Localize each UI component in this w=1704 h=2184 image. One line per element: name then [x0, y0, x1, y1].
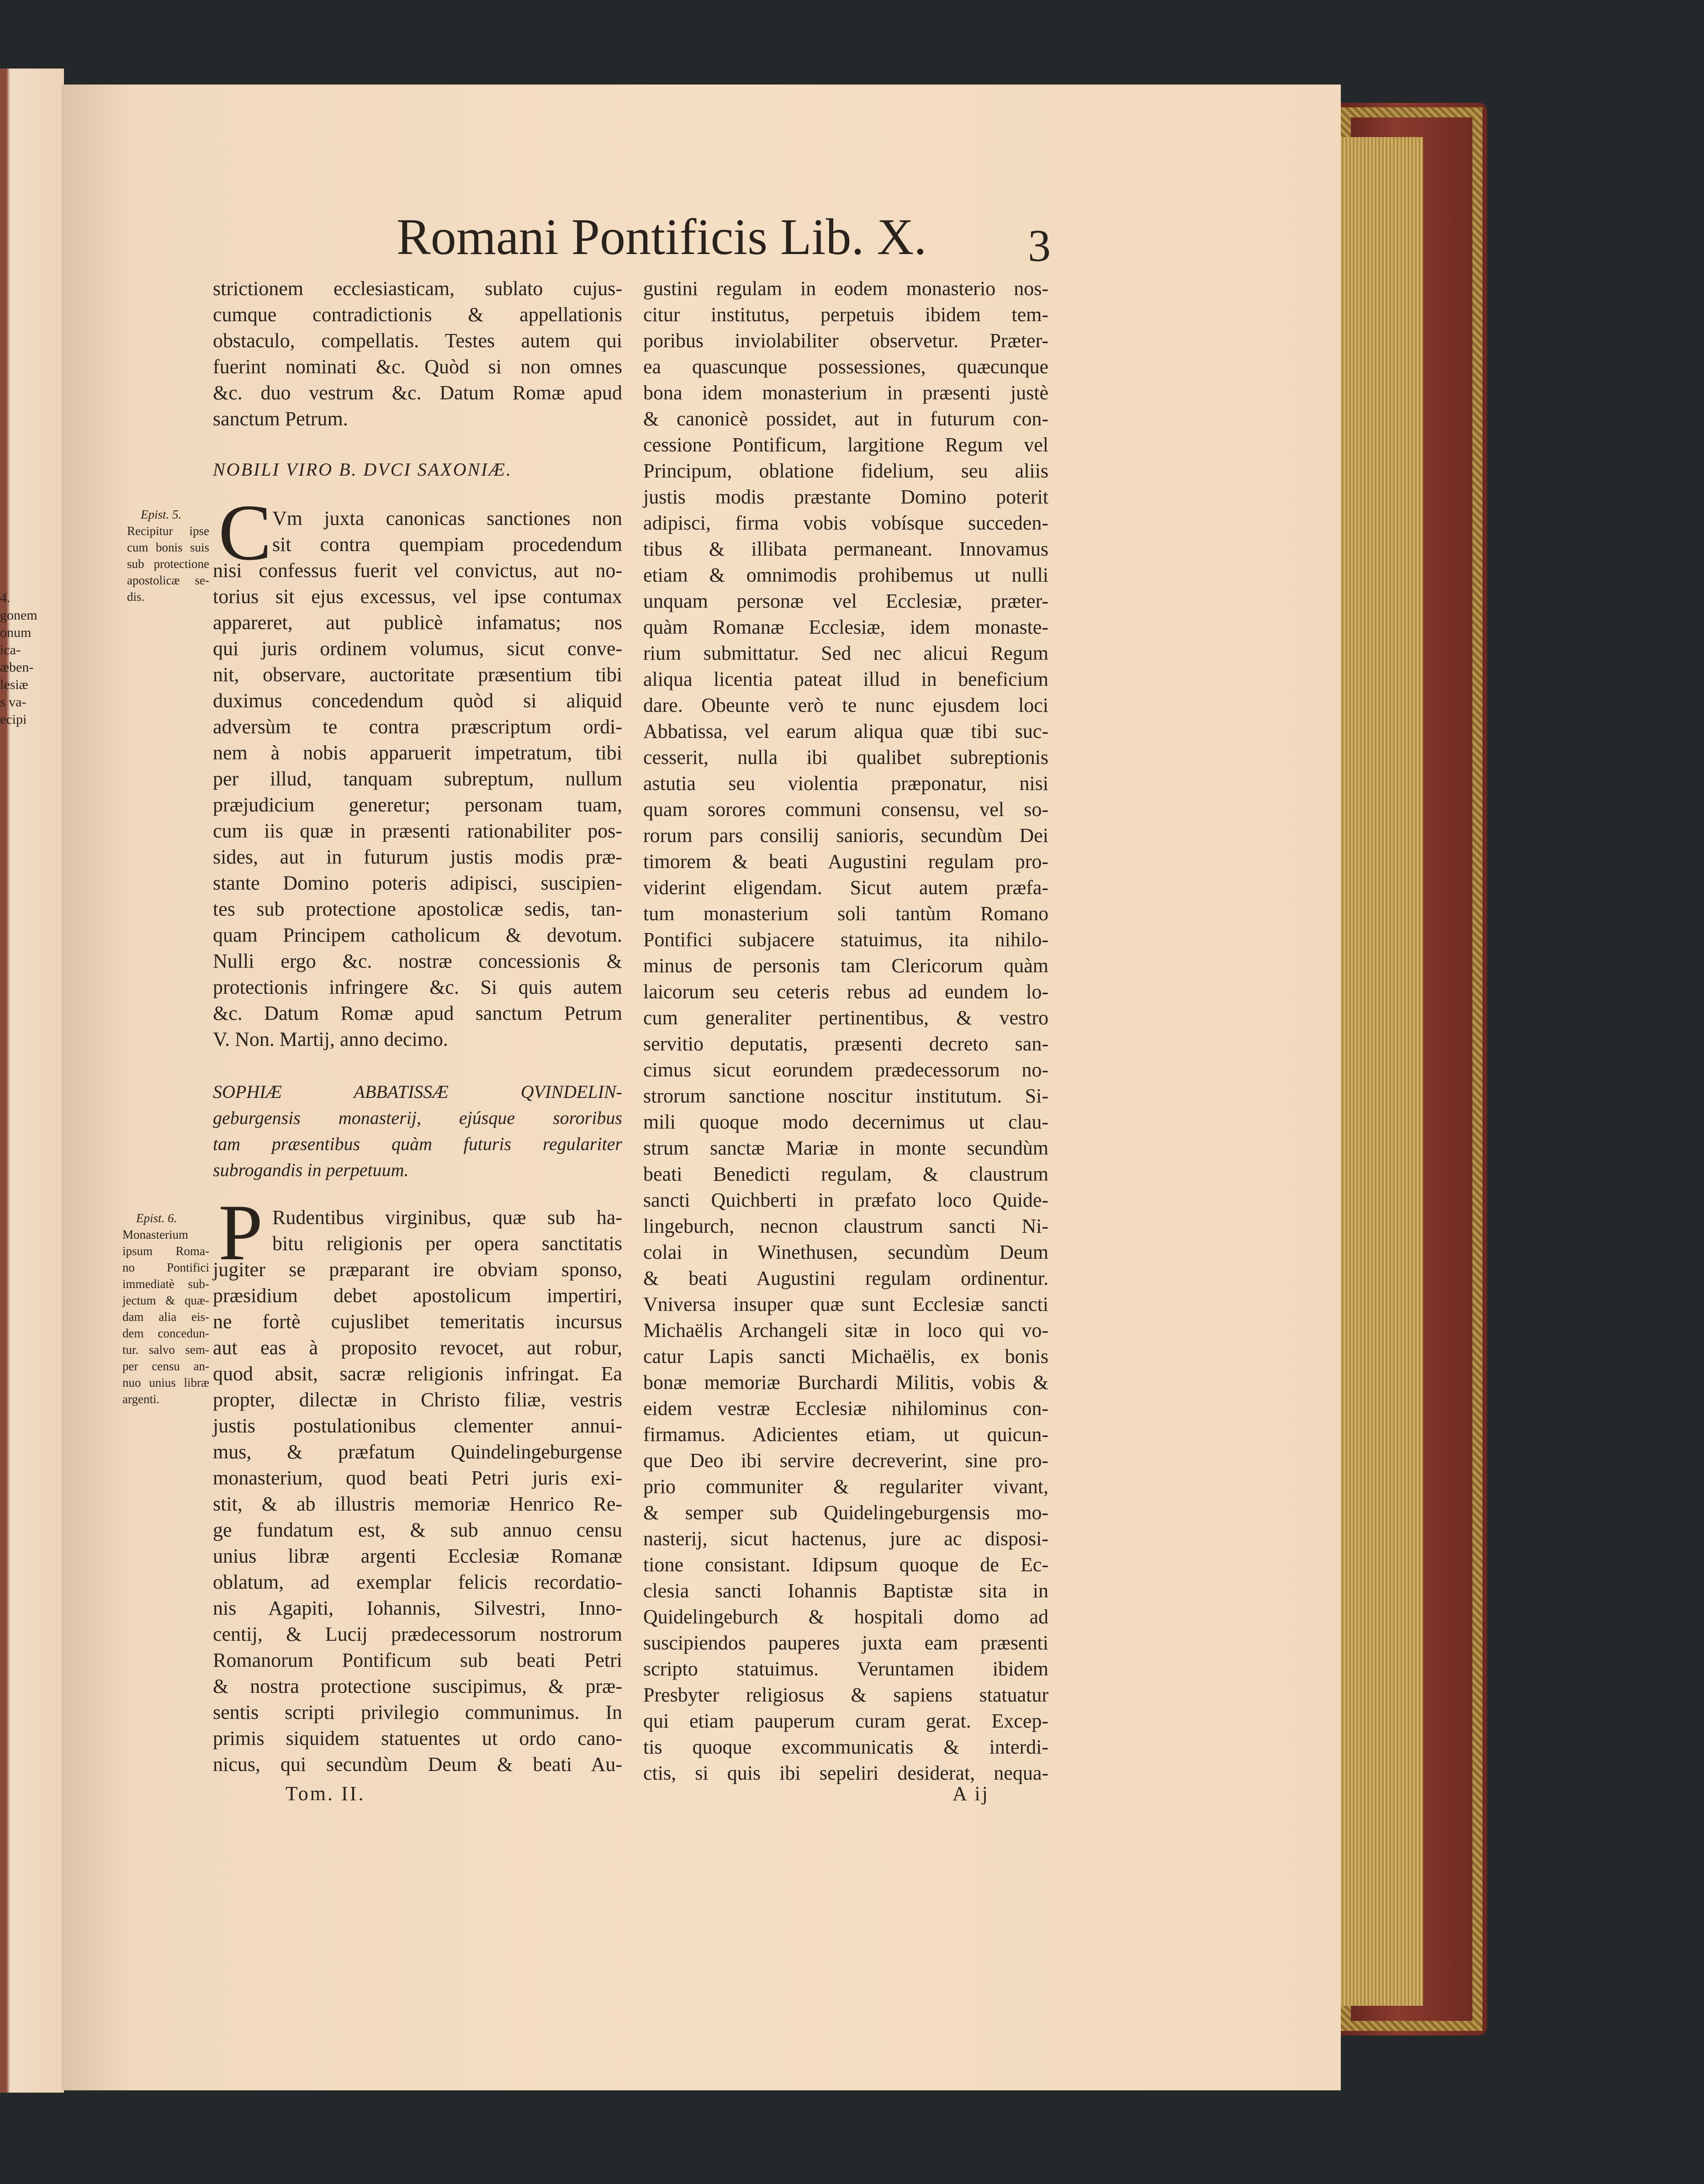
right-column-text: [643, 276, 1048, 1786]
text-line: Presbyter religiosus & sapiens statuatur: [643, 1684, 1048, 1706]
text-line: ea quascunque possessiones, quæcunque: [643, 355, 1048, 378]
text-line: ipsum Roma-: [122, 1244, 209, 1258]
text-line: suscipiendos pauperes juxta eam præsenti: [643, 1632, 1048, 1654]
page-number: 3: [1028, 220, 1051, 271]
text-line: clesia sancti Iohannis Baptistæ sita in: [643, 1580, 1048, 1602]
text-line: 4.: [0, 590, 11, 605]
text-line: duximus concedendum quòd si aliquid: [213, 689, 622, 712]
text-line: bitu religionis per opera sanctitatis: [272, 1232, 622, 1255]
text-line: & semper sub Quidelingeburgensis mo-: [643, 1501, 1048, 1524]
text-line: Monasterium: [122, 1228, 188, 1241]
text-line: dam alia eis-: [122, 1310, 209, 1324]
text-line: sub protectione: [127, 557, 209, 571]
epistle-6-text: [213, 1204, 622, 1777]
text-line: sides, aut in futurum justis modis præ-: [213, 846, 622, 868]
text-line: onum: [0, 625, 32, 640]
text-line: adversùm te contra præscriptum ordi-: [213, 716, 622, 738]
text-line: citur institutus, perpetuis ibidem tem-: [643, 303, 1048, 326]
text-line: Nulli ergo &c. nostræ concessionis &: [213, 950, 622, 972]
running-title: Romani Pontificis Lib. X.: [397, 209, 927, 265]
text-line: sanctum Petrum.: [213, 408, 348, 430]
text-line: præjudicium generetur; personam tuam,: [213, 794, 622, 816]
text-line: stante Domino poteris adipisci, suscipien-: [213, 872, 622, 894]
text-line: s va-: [0, 694, 26, 710]
text-line: dem concedun-: [122, 1326, 209, 1340]
text-line: cessione Pontificum, largitione Regum vel: [643, 434, 1048, 456]
text-line: astutia seu violentia præponatur, nisi: [643, 772, 1048, 795]
text-line: &c. Datum Romæ apud sanctum Petrum: [213, 1002, 622, 1024]
text-line: bonæ memoriæ Burchardi Militis, vobis &: [643, 1371, 1048, 1394]
text-line: bona idem monasterium in præsenti justè: [643, 382, 1048, 404]
text-line: tibus & illibata permaneant. Innovamus: [643, 538, 1048, 560]
text-line: nit, observare, auctoritate præsentium tibi: [213, 663, 622, 686]
text-line: gustini regulam in eodem monasterio nos-: [643, 277, 1048, 300]
text-line: cum bonis suis: [127, 541, 209, 554]
text-line: cesserit, nulla ibi qualibet subreptionis: [643, 746, 1048, 769]
text-line: monasterium, quod beati Petri juris exi-: [213, 1467, 622, 1489]
text-line: scripto statuimus. Veruntamen ibidem: [643, 1658, 1048, 1680]
text-line: stit, & ab illustris memoriæ Henrico Re-: [213, 1493, 622, 1515]
text-line: tur. salvo sem-: [122, 1343, 209, 1357]
text-line: tum monasterium soli tantùm Romano: [643, 902, 1048, 925]
text-line: ecipi: [0, 712, 27, 727]
text-line: ge fundatum est, & sub annuo censu: [213, 1519, 622, 1541]
text-line: viderint eligendam. Sicut autem præfa-: [643, 876, 1048, 899]
text-line: SOPHIÆ ABBATISSÆ QVINDELIN-: [213, 1081, 622, 1102]
text-line: cumque contradictionis & appellationis: [213, 303, 622, 326]
text-line: eidem vestræ Ecclesiæ nihilominus con-: [643, 1397, 1048, 1420]
text-line: catur Lapis sancti Michaëlis, ex bonis: [643, 1345, 1048, 1368]
text-line: &c. duo vestrum &c. Datum Romæ apud: [213, 382, 622, 404]
text-line: tam præsentibus quàm futuris regulariter: [213, 1134, 622, 1154]
text-line: Epist. 5.: [141, 508, 182, 521]
text-line: nisi confessus fuerit vel convictus, aut no-: [213, 559, 622, 582]
text-line: torius sit ejus excessus, vel ipse contumax: [213, 585, 622, 608]
text-line: & beati Augustini regulam ordinentur.: [643, 1267, 1048, 1289]
text-line: quàm Romanæ Ecclesiæ, idem monaste-: [643, 616, 1048, 638]
epistle-5-text: [213, 505, 622, 1052]
facing-page-text-fragment: [0, 589, 59, 728]
text-line: Rudentibus virginibus, quæ sub ha-: [272, 1206, 622, 1229]
signature-mark-tom: Tom. II.: [286, 1782, 365, 1805]
signature-mark-aij: A ij: [953, 1782, 990, 1805]
text-line: jugiter se præparant ire obviam sponso,: [213, 1258, 622, 1281]
text-line: appareret, aut publicè infamatus; nos: [213, 611, 622, 634]
drop-cap-c: C: [218, 488, 272, 577]
text-line: tes sub protectione apostolicæ sedis, tan-: [213, 898, 622, 920]
text-line: nuo unius libræ: [122, 1376, 209, 1389]
text-line: quam Principem catholicum & devotum.: [213, 924, 622, 946]
text-line: obstaculo, compellatis. Testes autem qui: [213, 329, 622, 352]
text-line: beati Benedicti regulam, & claustrum: [643, 1163, 1048, 1185]
text-line: dare. Obeunte verò te nunc ejusdem loci: [643, 694, 1048, 716]
text-line: Principum, oblatione fidelium, seu aliis: [643, 460, 1048, 482]
text-line: cum generaliter pertinentibus, & vestro: [643, 1007, 1048, 1029]
text-line: Quidelingeburch & hospitali domo ad: [643, 1606, 1048, 1628]
text-line: lesiæ: [0, 677, 28, 692]
text-line: immediatè sub-: [122, 1277, 209, 1291]
text-line: aliqua licentia pateat illud in beneficium: [643, 668, 1048, 690]
text-line: rium submittatur. Sed nec alicui Regum: [643, 642, 1048, 664]
text-line: Romanorum Pontificum sub beati Petri: [213, 1649, 622, 1671]
text-line: V. Non. Martij, anno decimo.: [213, 1028, 448, 1050]
text-line: & nostra protectione suscipimus, & præ-: [213, 1675, 622, 1697]
text-line: nis Agapiti, Iohannis, Silvestri, Inno-: [213, 1597, 622, 1619]
letter-heading-nobili-viro: [213, 456, 622, 482]
text-line: jectum & quæ-: [122, 1293, 209, 1307]
text-line: propter, dilectæ in Christo filiæ, vestris: [213, 1389, 622, 1411]
text-line: mus, & præfatum Quindelingeburgense: [213, 1441, 622, 1463]
letter-heading-sophiae: [213, 1079, 622, 1183]
text-line: justis postulationibus clementer annui-: [213, 1415, 622, 1437]
text-line: tis quoque excommunicatis & interdi-: [643, 1736, 1048, 1758]
text-line: æben-: [0, 660, 34, 675]
text-line: mili quoque modo decernimus ut clau-: [643, 1111, 1048, 1133]
text-line: gonem: [0, 608, 37, 623]
text-line: firmamus. Adicientes etiam, ut quicun-: [643, 1423, 1048, 1446]
text-line: apostolicæ se-: [127, 573, 209, 587]
text-line: quam sorores communi consensu, vel so-: [643, 798, 1048, 821]
margin-note-epistle-5: [127, 506, 209, 605]
text-line: primis siquidem statuentes ut ordo cano-: [213, 1727, 622, 1749]
text-line: ne fortè cujuslibet temeritatis incursus: [213, 1310, 622, 1333]
text-line: fuerint nominati &c. Quòd si non omnes: [213, 355, 622, 378]
margin-note-epistle-6: [122, 1210, 209, 1407]
text-line: Vm juxta canonicas sanctiones non: [272, 507, 622, 530]
text-line: centij, & Lucij prædecessorum nostrorum: [213, 1623, 622, 1645]
text-line: per censu an-: [122, 1359, 209, 1373]
text-line: rorum pars consilij sanioris, secundùm Dei: [643, 824, 1048, 847]
text-line: etiam & omnimodis prohibemus ut nulli: [643, 564, 1048, 586]
text-line: sentis scripti privilegio communimus. In: [213, 1701, 622, 1723]
text-line: protectionis infringere &c. Si quis autem: [213, 976, 622, 998]
text-line: que Deo ibi servire decreverint, sine pro-: [643, 1449, 1048, 1472]
text-line: ica-: [0, 642, 21, 657]
text-line: unius libræ argenti Ecclesiæ Romanæ: [213, 1545, 622, 1567]
text-line: Epist. 6.: [136, 1211, 177, 1225]
text-line: geburgensis monasterij, ejúsque sororibus: [213, 1108, 622, 1128]
text-line: dis.: [127, 590, 145, 604]
text-line: præsidium debet apostolicum impertiri,: [213, 1284, 622, 1307]
text-line: adipisci, firma vobis vobísque succeden-: [643, 512, 1048, 534]
text-line: Michaëlis Archangeli sitæ in loco qui vo-: [643, 1319, 1048, 1341]
text-line: argenti.: [122, 1392, 160, 1406]
text-line: ctis, si quis ibi sepeliri desiderat, nequa-: [643, 1762, 1048, 1784]
text-line: tione consistant. Idipsum quoque de Ec-: [643, 1553, 1048, 1576]
text-line: laicorum seu ceteris rebus ad eundem lo-: [643, 981, 1048, 1003]
text-line: unquam personæ vel Ecclesiæ, præter-: [643, 590, 1048, 612]
text-line: prio communiter & regulariter vivant,: [643, 1475, 1048, 1498]
text-line: quod absit, sacræ religionis infringat. Ea: [213, 1362, 622, 1385]
drop-cap-p: P: [218, 1188, 263, 1277]
text-line: nasterij, sicut hactenus, jure ac disposi-: [643, 1527, 1048, 1550]
text-line: strum sanctæ Mariæ in monte secundùm: [643, 1137, 1048, 1159]
letter-closing-text: [213, 276, 622, 432]
text-line: nem à nobis apparuerit impetratum, tibi: [213, 742, 622, 764]
text-line: nicus, qui secundùm Deum & beati Au-: [213, 1753, 622, 1776]
text-line: sit contra quempiam procedendum: [272, 533, 622, 556]
text-line: cimus sicut eorundem prædecessorum no-: [643, 1059, 1048, 1081]
text-line: subrogandis in perpetuum.: [213, 1160, 409, 1180]
text-line: qui juris ordinem volumus, sicut conve-: [213, 637, 622, 660]
text-line: Vniversa insuper quæ sunt Ecclesiæ sancti: [643, 1293, 1048, 1315]
text-line: no Pontifici: [122, 1261, 209, 1274]
text-line: qui etiam pauperum curam gerat. Excep-: [643, 1710, 1048, 1732]
gilt-page-edges: [1341, 137, 1423, 2006]
text-line: per illud, tanquam subreptum, nullum: [213, 768, 622, 790]
text-line: aut eas à proposito revocet, aut robur,: [213, 1336, 622, 1359]
text-line: cum iis quæ in præsenti rationabiliter pos-: [213, 820, 622, 842]
text-line: strictionem ecclesiasticam, sublato cujus-: [213, 277, 622, 300]
text-line: strorum sanctione noscitur institutum. Si-: [643, 1085, 1048, 1107]
text-line: lingeburch, necnon claustrum sancti Ni-: [643, 1215, 1048, 1237]
text-line: justis modis præstante Domino poterit: [643, 486, 1048, 508]
text-line: poribus inviolabiliter observetur. Præter-: [643, 329, 1048, 352]
facing-page: [0, 69, 64, 2093]
text-line: sancti Quichberti in præfato loco Quide-: [643, 1189, 1048, 1211]
text-line: Abbatissa, vel earum aliqua quæ tibi suc-: [643, 720, 1048, 742]
text-line: NOBILI VIRO B. DVCI SAXONIÆ.: [213, 459, 513, 480]
text-line: minus de personis tam Clericorum quàm: [643, 954, 1048, 977]
text-line: & canonicè possidet, aut in futurum con-: [643, 408, 1048, 430]
text-line: Pontifici subjacere statuimus, ita nihilo-: [643, 928, 1048, 951]
text-line: timorem & beati Augustini regulam pro-: [643, 850, 1048, 873]
text-line: oblatum, ad exemplar felicis recordatio-: [213, 1571, 622, 1593]
text-line: colai in Winethusen, secundùm Deum: [643, 1241, 1048, 1263]
text-line: servitio deputatis, præsenti decreto san-: [643, 1033, 1048, 1055]
text-line: Recipitur ipse: [127, 524, 209, 538]
